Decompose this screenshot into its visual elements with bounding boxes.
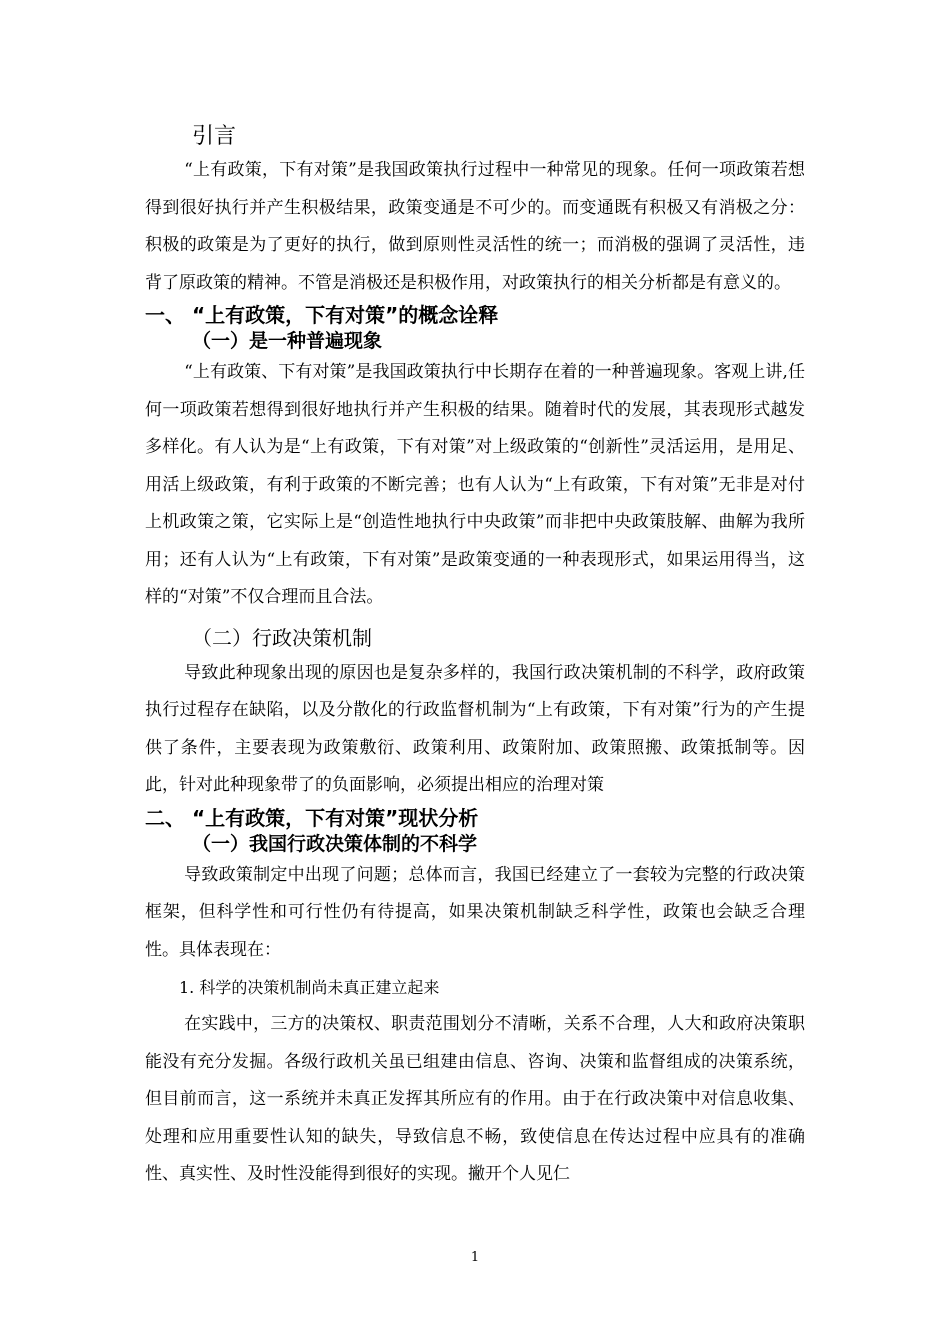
document-body xyxy=(145,122,805,1194)
page-number: 1 xyxy=(470,1250,480,1265)
section2-heading: 二、 “上有政策，下有对策”现状分析 xyxy=(145,805,479,830)
section1-heading: 一、 “上有政策，下有对策”的概念诠释 xyxy=(145,303,499,327)
section1-sub1-heading: （一）是一种普遍现象 xyxy=(192,330,383,352)
section2-sub1-paragraph: 导致政策制定中出现了问题；总体而言，我国已经建立了一套较为完整的行政决策框架，但科学性和可行性仍有待提高，如果决策机制缺乏科学性，政策也会缺乏合理性。具体表现在： xyxy=(145,864,805,960)
list-item: 1. 科学的决策机制尚未真正建立起来 xyxy=(179,978,440,997)
section1-sub1-paragraph: “上有政策、下有对策”是我国政策执行中长期存在着的一种普遍现象。客观上讲,任何一项政策若想得到很好地执行并产生积极的结果。随着时代的发展，其表现形式越发多样化。有人认为是“上有政策，下有对策”对上级政策的“创新性”灵活运用，是用足、用活上级政策，有利于政策的不断完善；也有人认为“上有政策，下有对策”无非是对付上机政策之策，它实际上是“创造性地执行中央政策”而非把中央政策肢解、曲解为我所用；还有人认为“上有政策，下有对策”是政策变通的一种表现形式，如果运用得当，这样的“对策”不仅合理而且合法。 xyxy=(145,362,805,607)
section2-sub1-heading: （一）我国行政决策体制的不科学 xyxy=(192,832,478,855)
section2-sub1-paragraph-2: 在实践中，三方的决策权、职责范围划分不清晰，关系不合理，人大和政府决策职能没有充分发掘。各级行政机关虽已组建由信息、咨询、决策和监督组成的决策系统，但目前而言，这一系统并未真正发挥其所应有的作用。由于在行政决策中对信息收集、处理和应用重要性认知的缺失，导致信息不畅，致使信息在传达过程中应具有的准确性、真实性、及时性没能得到很好的实现。撇开个人见仁 xyxy=(145,1014,805,1184)
section1-sub2-paragraph: 导致此种现象出现的原因也是复杂多样的，我国行政决策机制的不科学，政府政策执行过程存在缺陷，以及分散化的行政监督机制为“上有政策，下有对策”行为的产生提供了条件，主要表现为政策敷衍、政策利用、政策附加、政策照搬、政策抵制等。因此，针对此种现象带了的负面影响，必须提出相应的治理对策 xyxy=(145,662,805,795)
intro-heading: 引言 xyxy=(192,124,237,149)
intro-paragraph: “上有政策，下有对策”是我国政策执行过程中一种常见的现象。任何一项政策若想得到很好执行并产生积极结果，政策变通是不可少的。而变通既有积极又有消极之分：积极的政策是为了更好的执行，做到原则性灵活性的统一；而消极的强调了灵活性，违背了原政策的精神。不管是消极还是积极作用，对政策执行的相关分析都是有意义的。 xyxy=(145,160,805,293)
section1-sub2-heading: （二）行政决策机制 xyxy=(192,625,372,650)
